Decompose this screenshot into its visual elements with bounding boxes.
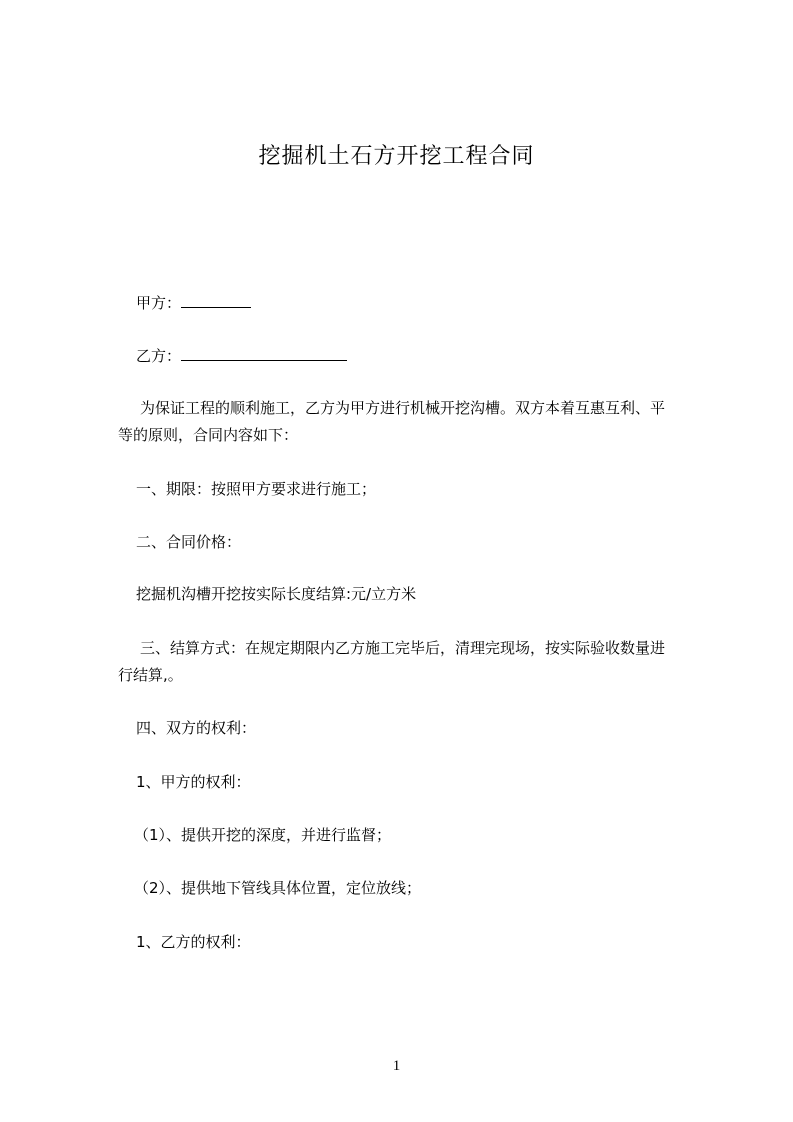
party-b-label: 乙方： — [136, 347, 182, 365]
document-title: 挖掘机土石方开挖工程合同 — [258, 144, 535, 169]
party-a-right-1: （1）、提供开挖的深度，并进行监督； — [134, 826, 392, 844]
party-a-rights-heading: 1、甲方的权利： — [136, 773, 251, 791]
section-3-line-2: 行结算,。 — [118, 666, 183, 684]
section-2-price: 二、合同价格： — [136, 533, 242, 551]
party-b-blank — [181, 345, 347, 361]
section-1-term: 一、期限：按照甲方要求进行施工； — [136, 480, 377, 498]
party-a-blank — [181, 292, 251, 308]
price-detail: 挖掘机沟槽开挖按实际长度结算:元/立方米 — [136, 585, 417, 603]
party-b-line — [136, 345, 708, 366]
section-3-line-1: 三、结算方式：在规定期限内乙方施工完毕后，清理完现场，按实际验收数量进 — [140, 639, 666, 657]
page-number: 1 — [392, 1058, 401, 1074]
party-a-line — [136, 292, 708, 313]
party-a-right-2: （2）、提供地下管线具体位置，定位放线； — [134, 879, 422, 897]
party-b-rights-heading: 1、乙方的权利： — [136, 933, 251, 951]
section-4-rights: 四、双方的权利： — [136, 719, 257, 737]
intro-line-1: 为保证工程的顺利施工，乙方为甲方进行机械开挖沟槽。双方本着互惠互利、平 — [140, 399, 666, 417]
intro-line-2: 等的原则，合同内容如下： — [118, 426, 299, 444]
party-a-label: 甲方： — [136, 294, 182, 312]
